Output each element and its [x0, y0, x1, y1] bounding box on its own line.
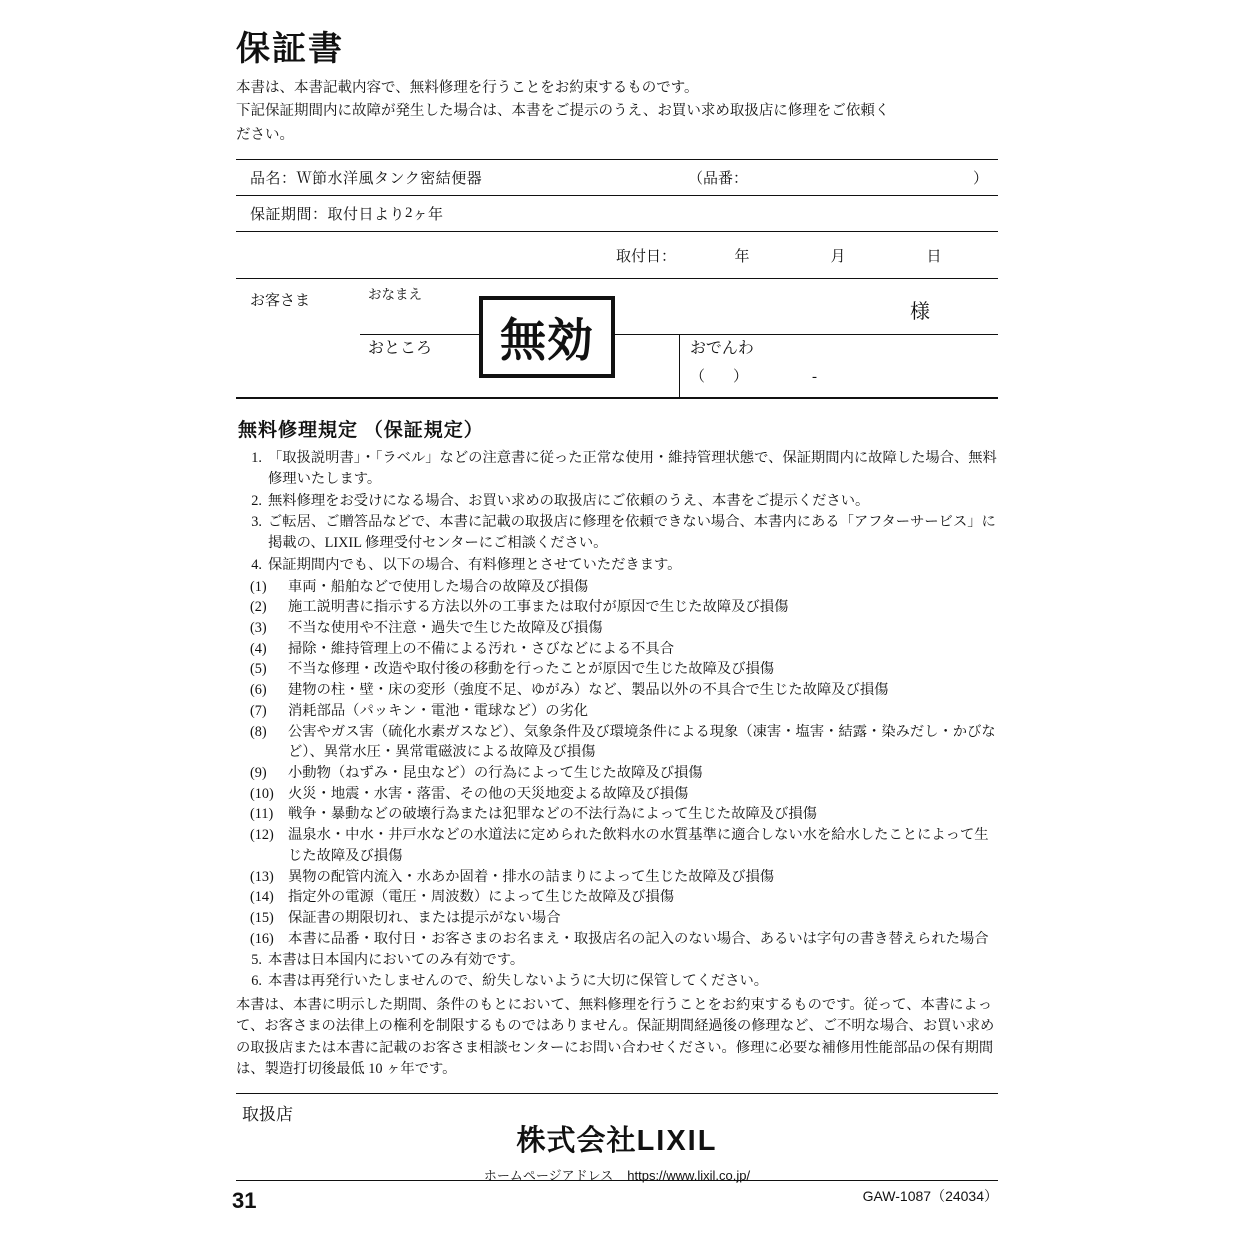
customer-name-field[interactable]: [360, 279, 998, 335]
install-date-row[interactable]: [236, 232, 998, 279]
terms-heading: 無料修理規定 （保証規定）: [238, 420, 484, 442]
subterm-number: (11): [250, 806, 274, 823]
warranty-info-table: [236, 159, 998, 399]
homepage-url[interactable]: https://www.lixil.co.jp/: [627, 1168, 751, 1183]
subterm-text: 車両・船舶などで使用した場合の故障及び損傷: [288, 578, 589, 595]
subterm-item: [250, 804, 998, 825]
footer: [236, 1118, 998, 1184]
customer-address-label: おところ: [368, 340, 433, 358]
subterm-item: [250, 867, 998, 888]
subterm-number: (2): [250, 599, 267, 616]
subterm-item: [250, 659, 998, 680]
terms-list-tail: [236, 950, 998, 992]
page-number: 31: [232, 1188, 257, 1213]
customer-label: お客さま: [250, 293, 311, 310]
subterm-text: 不当な使用や不注意・過失で生じた故障及び損傷: [288, 620, 603, 636]
subterm-number: (7): [250, 702, 267, 719]
term-item: [236, 555, 998, 576]
phone-dash: -: [812, 369, 820, 386]
subterm-text: 小動物（ねずみ・昆虫など）の行為によって生じた故障及び損傷: [288, 765, 703, 782]
subterm-item: [250, 784, 998, 805]
page-title: 保証書: [236, 31, 344, 68]
subterm-number: (15): [250, 910, 274, 927]
term-item: [236, 448, 998, 489]
subterm-text: 本書に品番・取付日・お客さまのお名まえ・取扱店名の記入のない場合、あるいは字句の書き替えられた場合: [288, 930, 989, 947]
install-month-label: 月: [830, 248, 846, 265]
subterm-text: 掃除・維持管理上の不備による汚れ・さびなどによる不具合: [288, 640, 675, 657]
customer-name-label: おなまえ: [368, 287, 422, 303]
subterm-number: (14): [250, 889, 274, 906]
term-item: [236, 491, 998, 512]
invalid-stamp: 無効: [479, 296, 615, 378]
term-item: [236, 971, 998, 992]
intro-line-1: 本書は、本書記載内容で、無料修理を行うことをお約束するものです。: [236, 79, 699, 96]
install-year-label: 年: [734, 248, 750, 265]
term-text: 本書は再発行いたしませんので、紛失しないように大切に保管してください。: [268, 973, 769, 990]
subterm-number: (10): [250, 785, 274, 802]
warranty-period-label: 保証期間：取付日より: [250, 207, 406, 224]
subterm-text: 建物の柱・壁・床の変形（強度不足、ゆがみ）など、製品以外の不具合で生じた故障及び損傷: [288, 682, 889, 699]
terms-sublist: [236, 577, 998, 950]
subterm-item: [250, 887, 998, 908]
subterm-number: (16): [250, 930, 274, 947]
phone-close-paren: ）: [733, 369, 751, 386]
term-item: [236, 512, 998, 553]
intro-paragraph: [236, 77, 998, 147]
subterm-item: [250, 639, 998, 660]
warranty-period-value: 2: [405, 205, 413, 222]
warranty-period-row: [236, 196, 998, 232]
subterm-item: [250, 597, 998, 618]
subterm-item: [250, 825, 998, 866]
subterm-number: (8): [250, 723, 267, 740]
subterm-item: [250, 722, 998, 763]
document-number: GAW-1087（24034）: [862, 1188, 998, 1204]
subterm-text: 施工説明書に指示する方法以外の工事または取付が原因で生じた故障及び損傷: [288, 599, 789, 616]
intro-line-2: 下記保証期間内に故障が発生した場合は、本書をご提示のうえ、お買い求め取扱店に修理をご依頼く: [236, 103, 890, 120]
term-text: 無料修理をお受けになる場合、お買い求めの取扱店にご依頼のうえ、本書をご提示ください。: [268, 492, 870, 509]
homepage-label: ホームページアドレス: [483, 1168, 614, 1183]
customer-phone-label: おでんわ: [690, 340, 754, 358]
subterm-text: 不当な修理・改造や取付後の移動を行ったことが原因で生じた故障及び損傷: [288, 661, 775, 678]
subterm-text: 保証書の期限切れ、または提示がない場合: [288, 910, 561, 927]
phone-open-paren: （: [690, 369, 734, 386]
subterm-number: (6): [250, 682, 267, 699]
product-number-label: （品番：: [688, 171, 749, 188]
subterm-text: 消耗部品（パッキン・電池・電球など）の劣化: [288, 702, 589, 719]
product-name: 品名：Ｗ節水洋風タンク密結便器: [250, 171, 483, 188]
phone-number-placeholder: [690, 365, 819, 386]
subterm-text: 火災・地震・水害・落雷、その他の天災地変よる故障及び損傷: [288, 785, 689, 802]
subterm-item: [250, 929, 998, 950]
customer-block: [236, 279, 998, 398]
product-number-field[interactable]: [688, 167, 998, 188]
term-number: 2.: [251, 492, 262, 509]
subterm-text: 温泉水・中水・井戸水などの水道法に定められた飲料水の水質基準に適合しない水を給水したことによって生じた故障及び損傷: [288, 827, 989, 864]
term-number: 4.: [251, 556, 262, 573]
subterm-item: [250, 577, 998, 598]
product-row: [236, 160, 998, 196]
dealer-label: 取扱店: [242, 1104, 293, 1124]
company-prefix: 株式会社: [516, 1125, 637, 1157]
company-name: LIXIL: [636, 1125, 718, 1157]
subterm-text: 戦争・暴動などの破壊行為または犯罪などの不法行為によって生じた故障及び損傷: [288, 806, 817, 823]
term-text: ご転居、ご贈答品などで、本書に記載の取扱店に修理を依頼できない場合、本書内にある「アフターサービス」に掲載の、LIXIL 修理受付センターにご相談ください。: [268, 514, 996, 552]
customer-fields: [360, 279, 998, 397]
subterm-text: 指定外の電源（電圧・周波数）によって生じた故障及び損傷: [288, 889, 675, 906]
subterm-item: [250, 680, 998, 701]
customer-name-suffix: 様: [910, 301, 930, 324]
subterm-number: (1): [250, 578, 267, 595]
subterm-number: (4): [250, 640, 267, 657]
subterm-text: 異物の配管内流入・水あか固着・排水の詰まりによって生じた故障及び損傷: [288, 868, 775, 885]
term-item: [236, 950, 998, 971]
homepage-line: [236, 1165, 998, 1184]
subterm-number: (13): [250, 868, 274, 885]
warranty-period-unit: ヶ年: [412, 207, 444, 224]
subterm-number: (5): [250, 661, 267, 678]
subterm-item: [250, 763, 998, 784]
page-content: [236, 30, 998, 1149]
install-day-label: 日: [926, 248, 942, 265]
subterm-number: (12): [250, 827, 274, 844]
subterm-text: 公害やガス害（硫化水素ガスなど）、気象条件及び環境条件による現象（凍害・塩害・結露・染みだし・かびなど）、異常水圧・異常電磁波による故障及び損傷: [288, 723, 996, 761]
subterm-item: [250, 908, 998, 929]
term-number: 5.: [251, 951, 262, 968]
term-text: 保証期間内でも、以下の場合、有料修理とさせていただきます。: [268, 556, 682, 573]
product-number-close: ）: [972, 171, 988, 188]
company-logo: [236, 1118, 998, 1159]
terms-list: [236, 448, 998, 575]
term-text: 「取扱説明書」・「ラベル」などの注意書に従った正常な使用・維持管理状態で、保証期間内に故障した場合、無料修理いたします。: [268, 450, 997, 487]
term-number: 1.: [251, 450, 262, 467]
customer-phone-field[interactable]: [680, 335, 998, 397]
subterm-item: [250, 618, 998, 639]
terms-closing-paragraph: 本書は、本書に明示した期間、条件のもとにおいて、無料修理を行うことをお約束するものです。従って、本書によって、お客さまの法律上の権利を制限するものではありません。保証期間経過後の修理など、ご不明な場合、お買い求めの取扱店または本書に記載のお客さま相談センターにお問い合わせください。修理に必要な補修用性能部品の保有期間は、製造打切後最低 10 ヶ年です。: [236, 996, 995, 1078]
subterm-number: (3): [250, 620, 267, 636]
term-number: 3.: [251, 514, 262, 531]
term-number: 6.: [251, 973, 262, 990]
subterm-item: [250, 701, 998, 722]
install-date-label: 取付日：: [615, 248, 676, 265]
term-text: 本書は日本国内においてのみ有効です。: [268, 951, 525, 968]
footer-divider: [236, 1180, 998, 1181]
subterm-number: (9): [250, 765, 267, 782]
address-phone-row: [360, 335, 998, 397]
intro-line-3: ださい。: [236, 126, 294, 143]
